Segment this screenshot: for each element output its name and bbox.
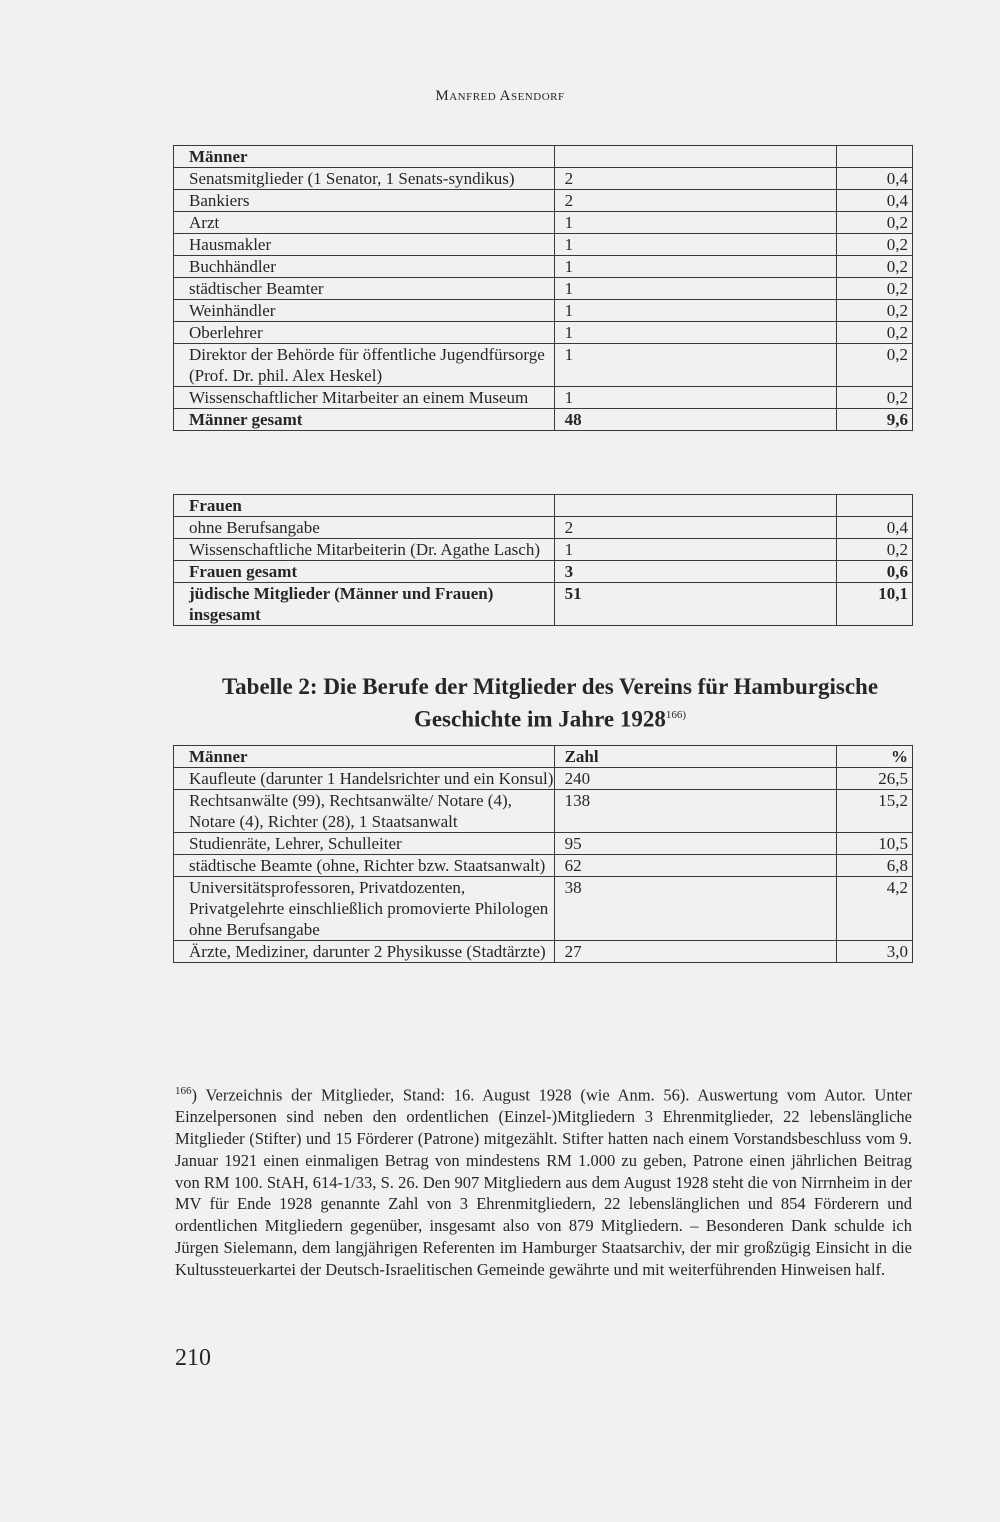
row-label: Direktor der Behörde für öffentliche Jugendfürsorge (Prof. Dr. phil. Alex Heskel) bbox=[174, 344, 555, 387]
row-label: Hausmakler bbox=[174, 234, 555, 256]
row-count: 2 bbox=[554, 168, 837, 190]
row-label: Arzt bbox=[174, 212, 555, 234]
row-label: Oberlehrer bbox=[174, 322, 555, 344]
table-heading-row bbox=[174, 495, 913, 517]
caption-footnote-ref: 166) bbox=[665, 709, 687, 721]
row-percent: 0,2 bbox=[837, 539, 913, 561]
row-percent: 0,4 bbox=[837, 517, 913, 539]
grand-total-row bbox=[174, 583, 913, 626]
row-percent: 0,2 bbox=[837, 234, 913, 256]
table-row bbox=[174, 941, 913, 963]
row-count: 95 bbox=[554, 833, 837, 855]
table-row bbox=[174, 190, 913, 212]
row-count: 1 bbox=[554, 256, 837, 278]
table-frauen-juedisch bbox=[173, 494, 913, 626]
row-count: 1 bbox=[554, 278, 837, 300]
row-percent: 0,2 bbox=[837, 278, 913, 300]
row-percent: 0,2 bbox=[837, 344, 913, 387]
footnote-text: ) Verzeichnis der Mitglieder, Stand: 16. August 1928 (wie Anm. 56). Auswertung vom Autor. Unter Einzelpersonen sind neben den ordentlichen (Einzel-)Mitgliedern 3 Ehrenmitglieder, 22 lebenslängliche Mitglieder (Stifter) und 15 Förderer (Patrone) mitgezählt. Stifter hatten nach einem Vorstandsbeschluss vom 9. Januar 1921 einen einmaligen Betrag von mindestens RM 1.000 zu geben, Patrone einen jährlichen Beitrag von RM 100. StAH, 614-1/33, S. 26. Den 907 Mitgliedern aus dem August 1928 steht die von Nirrnheim in der MV für Ende 1928 genannte Zahl von 3 Ehrenmitgliedern, 22 lebenslänglichen und 854 Förderern und ordentlichen Mitgliedern gegenüber, insgesamt also von 879 Mitgliedern. – Besonderen Dank schulde ich Jürgen Sielemann, dem langjährigen Referenten im Hamburger Staatsarchiv, der mir großzügig Einsicht in die Kultussteuerkartei der Deutsch-Israelitischen Gemeinde gewährte und mit weiterführenden Hinweisen half. bbox=[175, 1085, 912, 1279]
table-row bbox=[174, 768, 913, 790]
table-heading: Frauen bbox=[174, 495, 555, 517]
row-percent: 0,2 bbox=[837, 300, 913, 322]
row-label: Bankiers bbox=[174, 190, 555, 212]
row-count: 1 bbox=[554, 212, 837, 234]
footnote-166 bbox=[175, 1081, 912, 1281]
table-row bbox=[174, 833, 913, 855]
table-row bbox=[174, 300, 913, 322]
table-heading-row bbox=[174, 146, 913, 168]
row-label: Buchhändler bbox=[174, 256, 555, 278]
total-count: 48 bbox=[554, 409, 837, 431]
table-row bbox=[174, 168, 913, 190]
row-percent: 0,4 bbox=[837, 190, 913, 212]
col-header-percent: % bbox=[837, 746, 913, 768]
running-header: Manfred Asendorf bbox=[435, 88, 565, 104]
row-label: städtischer Beamter bbox=[174, 278, 555, 300]
row-percent: 0,2 bbox=[837, 256, 913, 278]
row-percent: 3,0 bbox=[837, 941, 913, 963]
table-total-row bbox=[174, 409, 913, 431]
table-row bbox=[174, 344, 913, 387]
table-row bbox=[174, 387, 913, 409]
row-count: 62 bbox=[554, 855, 837, 877]
table-caption bbox=[170, 672, 930, 734]
row-count: 1 bbox=[554, 387, 837, 409]
row-label: Wissenschaftlicher Mitarbeiter an einem Museum bbox=[174, 387, 555, 409]
row-percent: 0,2 bbox=[837, 387, 913, 409]
row-count: 1 bbox=[554, 300, 837, 322]
table-berufe-1928 bbox=[173, 745, 913, 963]
table-header-row bbox=[174, 746, 913, 768]
row-percent: 26,5 bbox=[837, 768, 913, 790]
row-label: Universitätsprofessoren, Privatdozenten, Privatgelehrte einschließlich promovierte Philologen ohne Berufsangabe bbox=[174, 877, 555, 941]
row-count: 138 bbox=[554, 790, 837, 833]
table-row bbox=[174, 234, 913, 256]
row-percent: 0,2 bbox=[837, 322, 913, 344]
grand-total-label: jüdische Mitglieder (Männer und Frauen) insgesamt bbox=[174, 583, 555, 626]
row-percent: 0,4 bbox=[837, 168, 913, 190]
row-label: Weinhändler bbox=[174, 300, 555, 322]
total-percent: 0,6 bbox=[837, 561, 913, 583]
row-percent: 15,2 bbox=[837, 790, 913, 833]
footnote-marker: 166 bbox=[175, 1085, 192, 1097]
table-row bbox=[174, 539, 913, 561]
table-total-row bbox=[174, 561, 913, 583]
row-percent: 4,2 bbox=[837, 877, 913, 941]
row-label: städtische Beamte (ohne, Richter bzw. Staatsanwalt) bbox=[174, 855, 555, 877]
col-header-beruf: Männer bbox=[174, 746, 555, 768]
row-label: Senatsmitglieder (1 Senator, 1 Senats-syndikus) bbox=[174, 168, 555, 190]
row-label: ohne Berufsangabe bbox=[174, 517, 555, 539]
table-row bbox=[174, 322, 913, 344]
grand-total-percent: 10,1 bbox=[837, 583, 913, 626]
table-row bbox=[174, 855, 913, 877]
row-label: Ärzte, Mediziner, darunter 2 Physikusse (Stadtärzte) bbox=[174, 941, 555, 963]
table-heading: Männer bbox=[174, 146, 555, 168]
table-row bbox=[174, 278, 913, 300]
row-percent: 6,8 bbox=[837, 855, 913, 877]
table-row bbox=[174, 790, 913, 833]
row-count: 2 bbox=[554, 190, 837, 212]
row-count: 1 bbox=[554, 344, 837, 387]
row-count: 1 bbox=[554, 539, 837, 561]
row-count: 38 bbox=[554, 877, 837, 941]
caption-text: Tabelle 2: Die Berufe der Mitglieder des Vereins für Hamburgische Geschichte im Jahre 1928 bbox=[221, 674, 879, 732]
row-label: Wissenschaftliche Mitarbeiterin (Dr. Agathe Lasch) bbox=[174, 539, 555, 561]
total-label: Frauen gesamt bbox=[174, 561, 555, 583]
table-row bbox=[174, 517, 913, 539]
page-number: 210 bbox=[175, 1345, 211, 1371]
row-percent: 10,5 bbox=[837, 833, 913, 855]
row-count: 1 bbox=[554, 322, 837, 344]
row-count: 2 bbox=[554, 517, 837, 539]
table-row bbox=[174, 877, 913, 941]
row-count: 240 bbox=[554, 768, 837, 790]
col-header-zahl: Zahl bbox=[554, 746, 837, 768]
row-label: Rechtsanwälte (99), Rechtsanwälte/ Notare (4), Notare (4), Richter (28), 1 Staatsanwalt bbox=[174, 790, 555, 833]
grand-total-count: 51 bbox=[554, 583, 837, 626]
row-label: Kaufleute (darunter 1 Handelsrichter und ein Konsul) bbox=[174, 768, 555, 790]
row-percent: 0,2 bbox=[837, 212, 913, 234]
total-label: Männer gesamt bbox=[174, 409, 555, 431]
table-row bbox=[174, 212, 913, 234]
table-maenner-juedisch bbox=[173, 145, 913, 431]
total-count: 3 bbox=[554, 561, 837, 583]
row-label: Studienräte, Lehrer, Schulleiter bbox=[174, 833, 555, 855]
row-count: 27 bbox=[554, 941, 837, 963]
table-row bbox=[174, 256, 913, 278]
total-percent: 9,6 bbox=[837, 409, 913, 431]
row-count: 1 bbox=[554, 234, 837, 256]
